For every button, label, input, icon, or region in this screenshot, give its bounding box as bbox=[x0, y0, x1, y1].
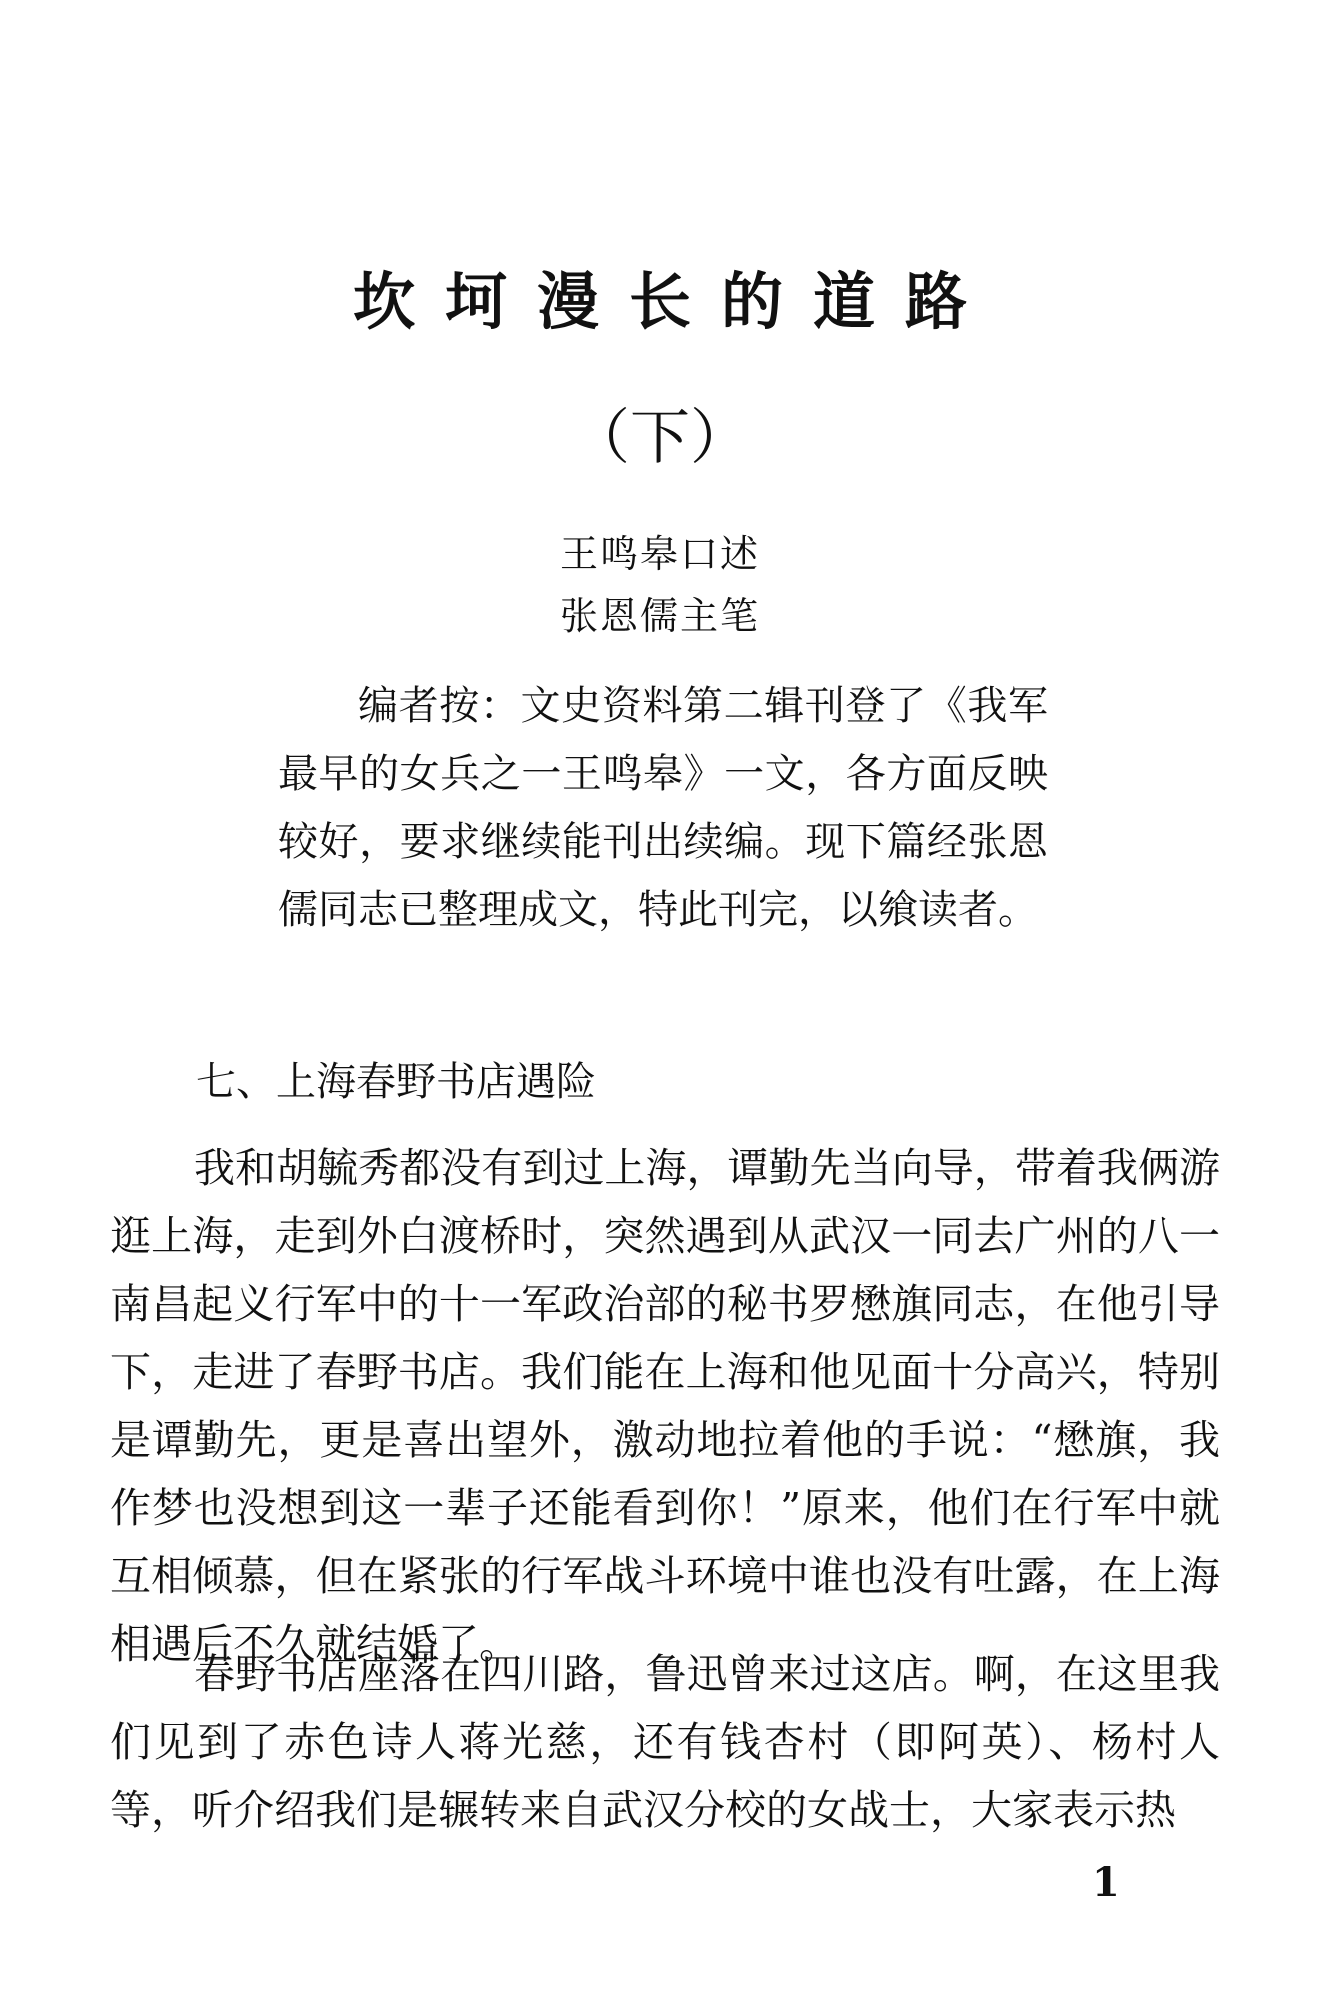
body-paragraph: 我和胡毓秀都没有到过上海，谭勤先当向导，带着我俩游逛上海，走到外白渡桥时，突然遇到从武汉一同去广州的八一南昌起义行军中的十一军政治部的秘书罗懋旗同志，在他引导下，走进了春野书店。我们能在上海和他见面十分高兴，特别是谭勤先，更是喜出望外，激动地拉着他的手说：“懋旗，我作梦也没想到这一辈子还能看到你！”原来，他们在行军中就互相倾慕，但在紧张的行军战斗环境中谁也没有吐露，在上海相遇后不久就结婚了。 bbox=[110, 1144, 1220, 1668]
article-subtitle: （下） bbox=[570, 403, 750, 473]
section-heading: 七、上海春野书店遇险 bbox=[196, 1059, 596, 1105]
body-paragraph: 春野书店座落在四川路，鲁迅曾来过这店。啊，在这里我们见到了赤色诗人蒋光慈，还有钱杏村（即阿英）、杨村人等，听介绍我们是辗转来自武汉分校的女战士，大家表示热 bbox=[110, 1650, 1220, 1834]
article-title: 坎坷漫长的道路 bbox=[352, 265, 997, 338]
author-narrator: 王鸣皋口述 bbox=[559, 532, 760, 576]
author-writer: 张恩儒主笔 bbox=[559, 594, 760, 638]
editor-note: 编者按：文史资料第二辑刊登了《我军最早的女兵之一王鸣皋》一文，各方面反映较好，要求继续能刊出续编。现下篇经张恩儒同志已整理成文，特此刊完，以飨读者。 bbox=[278, 683, 1048, 933]
page-number: 1 bbox=[1092, 1859, 1120, 1906]
